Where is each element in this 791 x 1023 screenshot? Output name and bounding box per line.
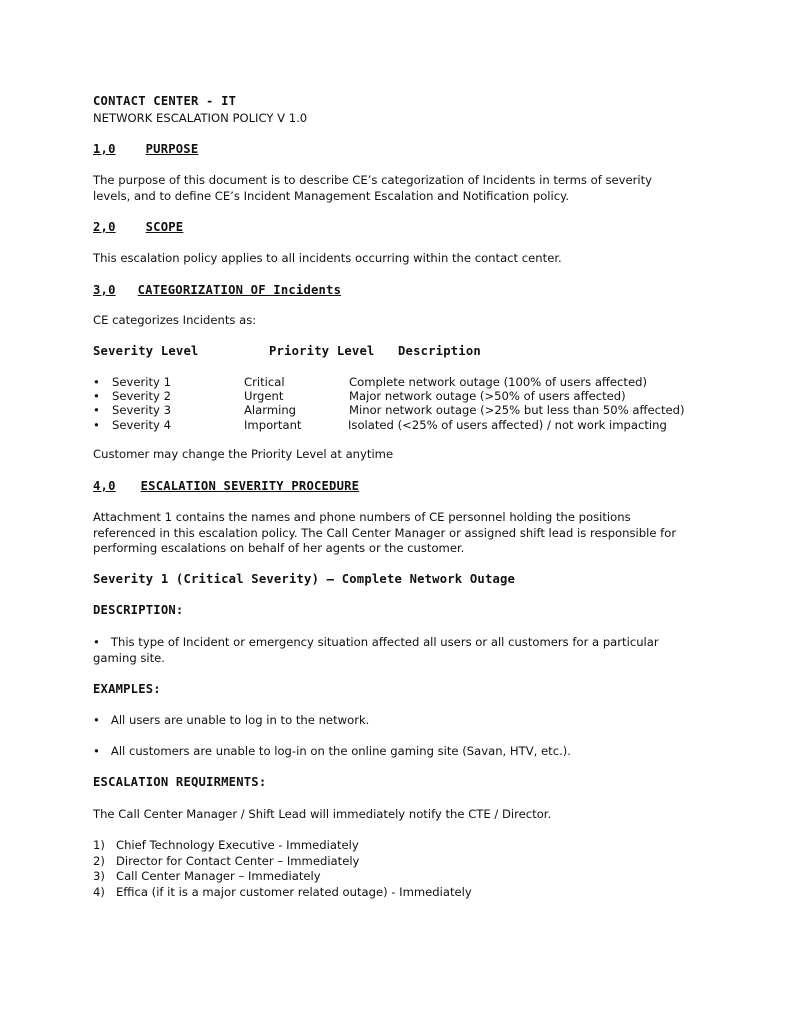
- bullet: •: [93, 713, 100, 727]
- list-number: 2): [93, 854, 105, 868]
- list-item: [93, 838, 359, 852]
- scope-heading-num: 2,0: [93, 220, 116, 234]
- example-text: All customers are unable to log-in on the online gaming site (Savan, HTV, etc.).: [110, 744, 571, 758]
- bullet: •: [93, 418, 100, 432]
- severity-cell: Severity 2: [112, 389, 171, 403]
- list-item: [93, 869, 321, 883]
- procedure-heading: [93, 479, 359, 493]
- categorization-note: Customer may change the Priority Level at anytime: [93, 447, 394, 461]
- priority-cell: Urgent: [244, 389, 284, 403]
- list-item: [93, 744, 571, 758]
- severity-cell: Severity 1: [112, 375, 171, 389]
- description-bullet: [93, 635, 693, 666]
- list-item: [93, 713, 369, 727]
- list-item: [93, 885, 472, 899]
- scope-body: This escalation policy applies to all incidents occurring within the contact center.: [93, 251, 562, 265]
- scope-heading: [93, 220, 183, 234]
- procedure-heading-num: 4,0: [93, 479, 116, 493]
- priority-cell: Critical: [244, 375, 285, 389]
- bullet: •: [93, 375, 100, 389]
- col-priority-level: Priority Level: [269, 344, 375, 358]
- list-item: [93, 854, 359, 868]
- priority-cell: Important: [244, 418, 302, 432]
- bullet: •: [93, 403, 100, 417]
- bullet: •: [93, 744, 100, 758]
- categorization-heading-num: 3,0: [93, 283, 116, 297]
- list-number: 3): [93, 869, 105, 883]
- description-cell: Minor network outage (>25% but less than 50% affected): [349, 403, 685, 417]
- procedure-heading-text: ESCALATION SEVERITY PROCEDURE: [140, 479, 360, 493]
- col-description: Description: [398, 344, 481, 358]
- description-cell: Complete network outage (100% of users affected): [349, 375, 647, 389]
- examples-label: EXAMPLES:: [93, 682, 161, 696]
- categorization-intro: CE categorizes Incidents as:: [93, 313, 257, 327]
- description-text: This type of Incident or emergency situation affected all users or all customers for a particular gaming site.: [93, 635, 659, 665]
- severity1-heading: Severity 1 (Critical Severity) – Complete Network Outage: [93, 572, 516, 586]
- scope-heading-text: SCOPE: [145, 220, 184, 234]
- escalation-label: ESCALATION REQUIRMENTS:: [93, 775, 267, 789]
- purpose-heading-num: 1,0: [93, 142, 116, 156]
- list-text: Chief Technology Executive - Immediately: [115, 838, 359, 852]
- purpose-heading-text: PURPOSE: [145, 142, 199, 156]
- escalation-intro: The Call Center Manager / Shift Lead will immediately notify the CTE / Director.: [93, 807, 552, 821]
- example-text: All users are unable to log in to the network.: [110, 713, 370, 727]
- categorization-heading-text: CATEGORIZATION OF Incidents: [137, 283, 342, 297]
- description-label: DESCRIPTION:: [93, 603, 184, 617]
- categorization-heading: [93, 283, 341, 297]
- doc-title: CONTACT CENTER - IT: [93, 94, 237, 108]
- description-cell: Isolated (<25% of users affected) / not work impacting: [348, 418, 667, 432]
- priority-cell: Alarming: [244, 403, 297, 417]
- list-text: Call Center Manager – Immediately: [115, 869, 321, 883]
- list-text: Director for Contact Center – Immediately: [115, 854, 360, 868]
- purpose-body: The purpose of this document is to describe CE’s categorization of Incidents in terms of severity levels, and to define CE’s Incident Management Escalation and Notification policy.: [93, 173, 653, 203]
- list-number: 4): [93, 885, 105, 899]
- description-cell: Major network outage (>50% of users affected): [349, 389, 626, 403]
- severity-cell: Severity 3: [112, 403, 171, 417]
- procedure-body: Attachment 1 contains the names and phone numbers of CE personnel holding the positions referenced in this escalation policy. The Call Center Manager or assigned shift lead is responsible for performing escalations on behalf of her agents or the customer.: [93, 510, 677, 556]
- list-number: 1): [93, 838, 105, 852]
- bullet: •: [93, 389, 100, 403]
- col-severity-level: Severity Level: [93, 344, 199, 358]
- severity-cell: Severity 4: [112, 418, 171, 432]
- doc-subtitle: NETWORK ESCALATION POLICY V 1.0: [93, 111, 308, 125]
- list-text: Effica (if it is a major customer related outage) - Immediately: [115, 885, 472, 899]
- purpose-heading: [93, 142, 198, 156]
- bullet: •: [93, 635, 100, 649]
